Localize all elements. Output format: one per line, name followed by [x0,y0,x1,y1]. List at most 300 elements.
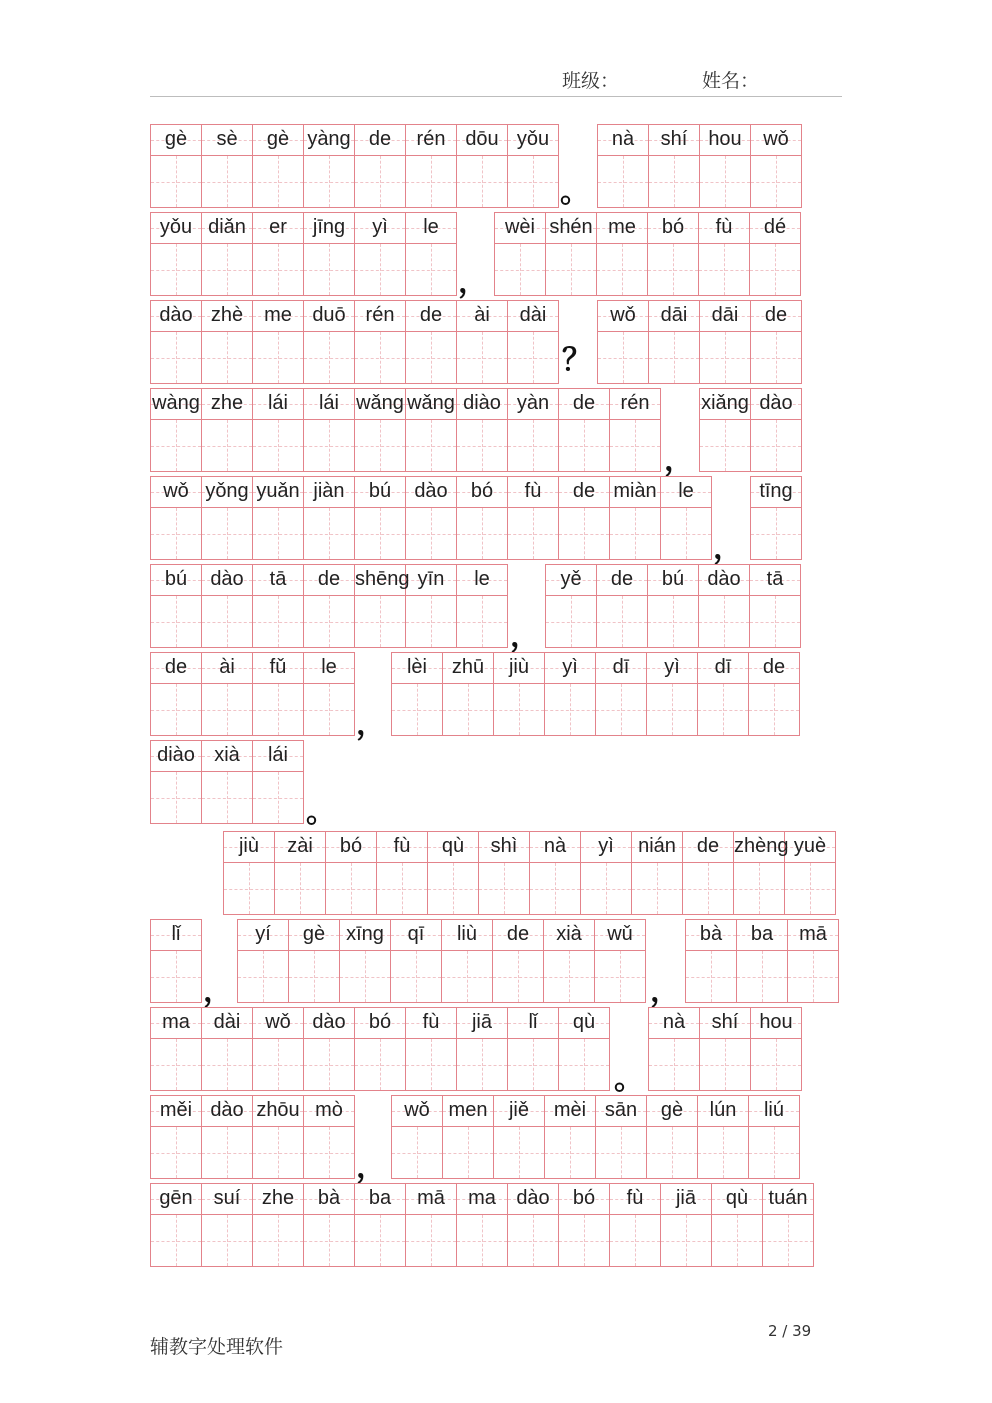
hanzi-writing-box[interactable] [699,244,749,296]
hanzi-writing-box[interactable] [700,332,750,384]
character-cell[interactable] [303,388,354,472]
hanzi-writing-box[interactable] [751,1039,801,1091]
character-cell[interactable] [303,1095,355,1179]
character-cell[interactable] [303,1183,354,1267]
character-cell[interactable] [339,919,390,1003]
hanzi-writing-box[interactable] [304,332,354,384]
hanzi-writing-box[interactable] [355,244,405,296]
character-cell[interactable] [609,1183,660,1267]
character-cell[interactable] [597,124,648,208]
hanzi-writing-box[interactable] [202,332,252,384]
character-cell[interactable] [660,476,712,560]
character-cell[interactable] [507,124,559,208]
hanzi-writing-box[interactable] [508,420,558,472]
hanzi-writing-box[interactable] [595,951,645,1003]
hanzi-writing-box[interactable] [202,772,252,824]
hanzi-writing-box[interactable] [661,1215,711,1267]
character-cell[interactable] [494,212,545,296]
hanzi-writing-box[interactable] [428,863,478,915]
character-cell[interactable] [390,919,441,1003]
hanzi-writing-box[interactable] [530,863,580,915]
hanzi-writing-box[interactable] [546,596,596,648]
hanzi-writing-box[interactable] [202,244,252,296]
character-cell[interactable] [544,652,595,736]
hanzi-writing-box[interactable] [700,420,750,472]
hanzi-writing-box[interactable] [202,508,252,560]
hanzi-writing-box[interactable] [253,684,303,736]
character-cell[interactable] [456,300,507,384]
hanzi-writing-box[interactable] [479,863,529,915]
hanzi-writing-box[interactable] [253,1039,303,1091]
character-cell[interactable] [150,1095,201,1179]
character-cell[interactable] [405,1183,456,1267]
hanzi-writing-box[interactable] [632,863,682,915]
hanzi-writing-box[interactable] [559,508,609,560]
character-cell[interactable] [405,476,456,560]
hanzi-writing-box[interactable] [304,596,354,648]
hanzi-writing-box[interactable] [443,684,493,736]
character-cell[interactable] [748,1095,800,1179]
character-cell[interactable] [762,1183,814,1267]
hanzi-writing-box[interactable] [610,420,660,472]
hanzi-writing-box[interactable] [202,156,252,208]
character-cell[interactable] [354,1007,405,1091]
hanzi-writing-box[interactable] [355,1039,405,1091]
hanzi-writing-box[interactable] [304,244,354,296]
character-cell[interactable] [201,1183,252,1267]
hanzi-writing-box[interactable] [304,420,354,472]
character-cell[interactable] [354,1183,405,1267]
hanzi-writing-box[interactable] [545,1127,595,1179]
character-cell[interactable] [558,1007,610,1091]
hanzi-writing-box[interactable] [508,332,558,384]
character-cell[interactable] [493,1095,544,1179]
character-cell[interactable] [647,564,698,648]
character-cell[interactable] [303,300,354,384]
hanzi-writing-box[interactable] [253,1215,303,1267]
hanzi-writing-box[interactable] [304,1039,354,1091]
hanzi-writing-box[interactable] [698,1127,748,1179]
character-cell[interactable] [595,1095,646,1179]
character-cell[interactable] [405,388,456,472]
hanzi-writing-box[interactable] [253,508,303,560]
hanzi-writing-box[interactable] [253,244,303,296]
character-cell[interactable] [595,652,646,736]
hanzi-writing-box[interactable] [224,863,274,915]
character-cell[interactable] [580,831,631,915]
character-cell[interactable] [543,919,594,1003]
hanzi-writing-box[interactable] [202,420,252,472]
character-cell[interactable] [558,476,609,560]
hanzi-writing-box[interactable] [597,244,647,296]
hanzi-writing-box[interactable] [253,772,303,824]
hanzi-writing-box[interactable] [648,596,698,648]
character-cell[interactable] [391,652,442,736]
character-cell[interactable] [376,831,427,915]
hanzi-writing-box[interactable] [304,684,354,736]
hanzi-writing-box[interactable] [151,772,201,824]
hanzi-writing-box[interactable] [275,863,325,915]
character-cell[interactable] [150,740,201,824]
character-cell[interactable] [150,476,201,560]
character-cell[interactable] [201,212,252,296]
character-cell[interactable] [252,124,303,208]
hanzi-writing-box[interactable] [700,156,750,208]
character-cell[interactable] [391,1095,442,1179]
hanzi-writing-box[interactable] [151,1039,201,1091]
character-cell[interactable] [150,124,201,208]
hanzi-writing-box[interactable] [750,596,800,648]
hanzi-writing-box[interactable] [712,1215,762,1267]
pinyin-syllable: bú [164,568,188,590]
character-cell[interactable] [223,831,274,915]
character-cell[interactable] [648,1007,699,1091]
hanzi-writing-box[interactable] [253,156,303,208]
hanzi-writing-box[interactable] [391,951,441,1003]
hanzi-writing-box[interactable] [598,156,648,208]
hanzi-writing-box[interactable] [253,332,303,384]
hanzi-writing-box[interactable] [406,420,456,472]
character-cell[interactable] [303,212,354,296]
hanzi-writing-box[interactable] [749,1127,799,1179]
hanzi-writing-box[interactable] [457,156,507,208]
character-cell[interactable] [442,652,493,736]
character-cell[interactable] [252,740,304,824]
character-cell[interactable] [697,652,748,736]
character-cell[interactable] [609,476,660,560]
character-cell[interactable] [631,831,682,915]
hanzi-writing-box[interactable] [559,420,609,472]
character-cell[interactable] [507,1007,558,1091]
hanzi-writing-box[interactable] [304,1127,354,1179]
character-cell[interactable] [597,300,648,384]
hanzi-writing-box[interactable] [202,684,252,736]
character-cell[interactable] [558,1183,609,1267]
hanzi-writing-box[interactable] [326,863,376,915]
character-cell[interactable] [150,652,201,736]
character-cell[interactable] [201,652,252,736]
hanzi-writing-box[interactable] [494,684,544,736]
hanzi-writing-box[interactable] [698,684,748,736]
hanzi-writing-box[interactable] [596,684,646,736]
character-cell[interactable] [303,124,354,208]
hanzi-writing-box[interactable] [508,1039,558,1091]
character-cell[interactable] [492,919,543,1003]
character-cell[interactable] [201,564,252,648]
character-cell[interactable] [698,212,749,296]
character-cell[interactable] [697,1095,748,1179]
character-cell[interactable] [354,476,405,560]
character-cell[interactable] [748,652,800,736]
character-cell[interactable] [698,564,749,648]
hanzi-writing-box[interactable] [151,156,201,208]
hanzi-writing-box[interactable] [495,244,545,296]
hanzi-writing-box[interactable] [442,951,492,1003]
hanzi-writing-box[interactable] [443,1127,493,1179]
hanzi-writing-box[interactable] [406,1215,456,1267]
hanzi-writing-box[interactable] [289,951,339,1003]
character-cell[interactable] [456,1183,507,1267]
character-cell[interactable] [749,212,801,296]
character-cell[interactable] [201,1007,252,1091]
character-cell[interactable] [609,388,661,472]
character-cell[interactable] [354,124,405,208]
hanzi-writing-box[interactable] [788,951,838,1003]
hanzi-writing-box[interactable] [304,1215,354,1267]
hanzi-writing-box[interactable] [700,1039,750,1091]
character-cell[interactable] [544,1095,595,1179]
character-cell[interactable] [596,564,647,648]
character-cell[interactable] [303,652,355,736]
character-cell[interactable] [596,212,647,296]
character-cell[interactable] [252,1007,303,1091]
character-cell[interactable] [493,652,544,736]
hanzi-writing-box[interactable] [355,156,405,208]
hanzi-writing-box[interactable] [544,951,594,1003]
character-cell[interactable] [405,300,456,384]
character-cell[interactable] [150,919,202,1003]
character-cell[interactable] [303,564,354,648]
character-cell[interactable] [787,919,839,1003]
character-cell[interactable] [288,919,339,1003]
hanzi-writing-box[interactable] [151,684,201,736]
hanzi-writing-box[interactable] [597,596,647,648]
character-cell[interactable] [252,1183,303,1267]
character-cell[interactable] [750,1007,802,1091]
character-cell[interactable] [750,476,802,560]
character-cell[interactable] [427,831,478,915]
character-cell[interactable] [441,919,492,1003]
character-cell[interactable] [478,831,529,915]
character-cell[interactable] [150,1007,201,1091]
character-cell[interactable] [354,300,405,384]
hanzi-writing-box[interactable] [151,1215,201,1267]
character-cell[interactable] [699,388,750,472]
character-cell[interactable] [252,652,303,736]
character-cell[interactable] [150,300,201,384]
character-cell[interactable] [507,476,558,560]
character-cell[interactable] [354,388,405,472]
hanzi-writing-box[interactable] [559,1039,609,1091]
character-cell[interactable] [150,1183,201,1267]
hanzi-writing-box[interactable] [355,332,405,384]
character-cell[interactable] [646,652,697,736]
character-cell[interactable] [750,124,802,208]
character-cell[interactable] [682,831,733,915]
character-cell[interactable] [750,388,802,472]
hanzi-writing-box[interactable] [508,508,558,560]
hanzi-writing-box[interactable] [750,244,800,296]
hanzi-writing-box[interactable] [253,1127,303,1179]
hanzi-writing-box[interactable] [494,1127,544,1179]
hanzi-writing-box[interactable] [377,863,427,915]
hanzi-writing-box[interactable] [493,951,543,1003]
pinyin-cell [355,1007,405,1039]
character-cell[interactable] [201,124,252,208]
hanzi-writing-box[interactable] [749,684,799,736]
hanzi-writing-box[interactable] [508,156,558,208]
hanzi-writing-box[interactable] [581,863,631,915]
character-cell[interactable] [648,300,699,384]
hanzi-writing-box[interactable] [151,596,201,648]
character-cell[interactable] [201,1095,252,1179]
hanzi-writing-box[interactable] [202,1039,252,1091]
character-cell[interactable] [325,831,376,915]
character-cell[interactable] [711,1183,762,1267]
character-cell[interactable] [405,564,456,648]
hanzi-writing-box[interactable] [392,1127,442,1179]
hanzi-writing-box[interactable] [649,332,699,384]
hanzi-writing-box[interactable] [751,156,801,208]
character-cell[interactable] [252,1095,303,1179]
character-cell[interactable] [237,919,288,1003]
hanzi-writing-box[interactable] [457,332,507,384]
character-cell[interactable] [405,212,457,296]
character-cell[interactable] [699,1007,750,1091]
hanzi-writing-box[interactable] [406,1039,456,1091]
hanzi-writing-box[interactable] [649,1039,699,1091]
hanzi-writing-box[interactable] [785,863,835,915]
character-cell[interactable] [405,124,456,208]
hanzi-writing-box[interactable] [596,1127,646,1179]
character-cell[interactable] [201,740,252,824]
hanzi-writing-box[interactable] [151,508,201,560]
hanzi-writing-box[interactable] [661,508,711,560]
character-cell[interactable] [354,564,410,648]
character-cell[interactable] [252,388,303,472]
hanzi-writing-box[interactable] [406,156,456,208]
character-cell[interactable] [648,124,699,208]
hanzi-writing-box[interactable] [457,1039,507,1091]
hanzi-writing-box[interactable] [647,1127,697,1179]
hanzi-writing-box[interactable] [355,1215,405,1267]
pinyin-cell [151,1007,201,1039]
character-cell[interactable] [545,564,596,648]
hanzi-writing-box[interactable] [355,596,405,648]
hanzi-writing-box[interactable] [406,508,456,560]
character-cell[interactable] [303,1007,354,1091]
hanzi-writing-box[interactable] [545,684,595,736]
character-cell[interactable] [660,1183,711,1267]
hanzi-writing-box[interactable] [392,684,442,736]
hanzi-writing-box[interactable] [763,1215,813,1267]
character-cell[interactable] [647,212,698,296]
hanzi-writing-box[interactable] [546,244,596,296]
character-cell[interactable] [354,212,405,296]
character-cell[interactable] [456,124,507,208]
character-cell[interactable] [456,564,508,648]
hanzi-writing-box[interactable] [610,508,660,560]
character-cell[interactable] [750,300,802,384]
hanzi-writing-box[interactable] [202,1215,252,1267]
character-cell[interactable] [507,1183,558,1267]
character-cell[interactable] [507,300,559,384]
character-cell[interactable] [507,388,558,472]
hanzi-writing-box[interactable] [238,951,288,1003]
hanzi-writing-box[interactable] [457,420,507,472]
character-cell[interactable] [749,564,801,648]
hanzi-writing-box[interactable] [457,1215,507,1267]
hanzi-writing-box[interactable] [649,156,699,208]
hanzi-writing-box[interactable] [598,332,648,384]
character-cell[interactable] [252,564,303,648]
character-cell[interactable] [685,919,736,1003]
hanzi-writing-box[interactable] [151,1127,201,1179]
character-cell[interactable] [646,1095,697,1179]
hanzi-writing-box[interactable] [355,508,405,560]
hanzi-writing-box[interactable] [737,951,787,1003]
hanzi-writing-box[interactable] [734,863,784,915]
hanzi-writing-box[interactable] [202,1127,252,1179]
character-cell[interactable] [736,919,787,1003]
hanzi-writing-box[interactable] [699,596,749,648]
character-cell[interactable] [784,831,836,915]
hanzi-writing-box[interactable] [457,508,507,560]
hanzi-writing-box[interactable] [406,244,456,296]
character-cell[interactable] [303,476,354,560]
hanzi-writing-box[interactable] [610,1215,660,1267]
character-cell[interactable] [150,212,201,296]
hanzi-writing-box[interactable] [304,508,354,560]
hanzi-writing-box[interactable] [340,951,390,1003]
hanzi-writing-box[interactable] [151,420,201,472]
character-cell[interactable] [150,564,201,648]
hanzi-writing-box[interactable] [406,332,456,384]
character-cell[interactable] [545,212,596,296]
character-cell[interactable] [252,476,303,560]
hanzi-writing-box[interactable] [683,863,733,915]
hanzi-writing-box[interactable] [253,420,303,472]
character-cell[interactable] [201,300,252,384]
hanzi-writing-box[interactable] [304,156,354,208]
character-cell[interactable] [405,1007,456,1091]
hanzi-writing-box[interactable] [457,596,507,648]
character-cell[interactable] [456,1007,507,1091]
hanzi-writing-box[interactable] [751,420,801,472]
hanzi-writing-box[interactable] [751,508,801,560]
hanzi-writing-box[interactable] [559,1215,609,1267]
hanzi-writing-box[interactable] [647,684,697,736]
character-cell[interactable] [558,388,609,472]
character-cell[interactable] [529,831,580,915]
character-cell[interactable] [442,1095,493,1179]
character-cell[interactable] [252,212,303,296]
character-cell[interactable] [150,388,201,472]
hanzi-writing-box[interactable] [151,244,201,296]
hanzi-writing-box[interactable] [648,244,698,296]
character-cell[interactable] [274,831,325,915]
hanzi-writing-box[interactable] [355,420,405,472]
character-cell[interactable] [733,831,789,915]
character-cell[interactable] [594,919,646,1003]
character-cell[interactable] [699,300,750,384]
pinyin-syllable: lái [267,392,288,414]
hanzi-writing-box[interactable] [686,951,736,1003]
character-cell[interactable] [456,388,507,472]
hanzi-writing-box[interactable] [508,1215,558,1267]
character-cell[interactable] [201,388,252,472]
hanzi-writing-box[interactable] [751,332,801,384]
character-cell[interactable] [456,476,507,560]
hanzi-writing-box[interactable] [253,596,303,648]
hanzi-writing-box[interactable] [151,951,201,1003]
hanzi-writing-box[interactable] [202,596,252,648]
character-cell[interactable] [201,476,252,560]
character-cell[interactable] [252,300,303,384]
hanzi-writing-box[interactable] [406,596,456,648]
character-cell[interactable] [699,124,750,208]
hanzi-writing-box[interactable] [151,332,201,384]
